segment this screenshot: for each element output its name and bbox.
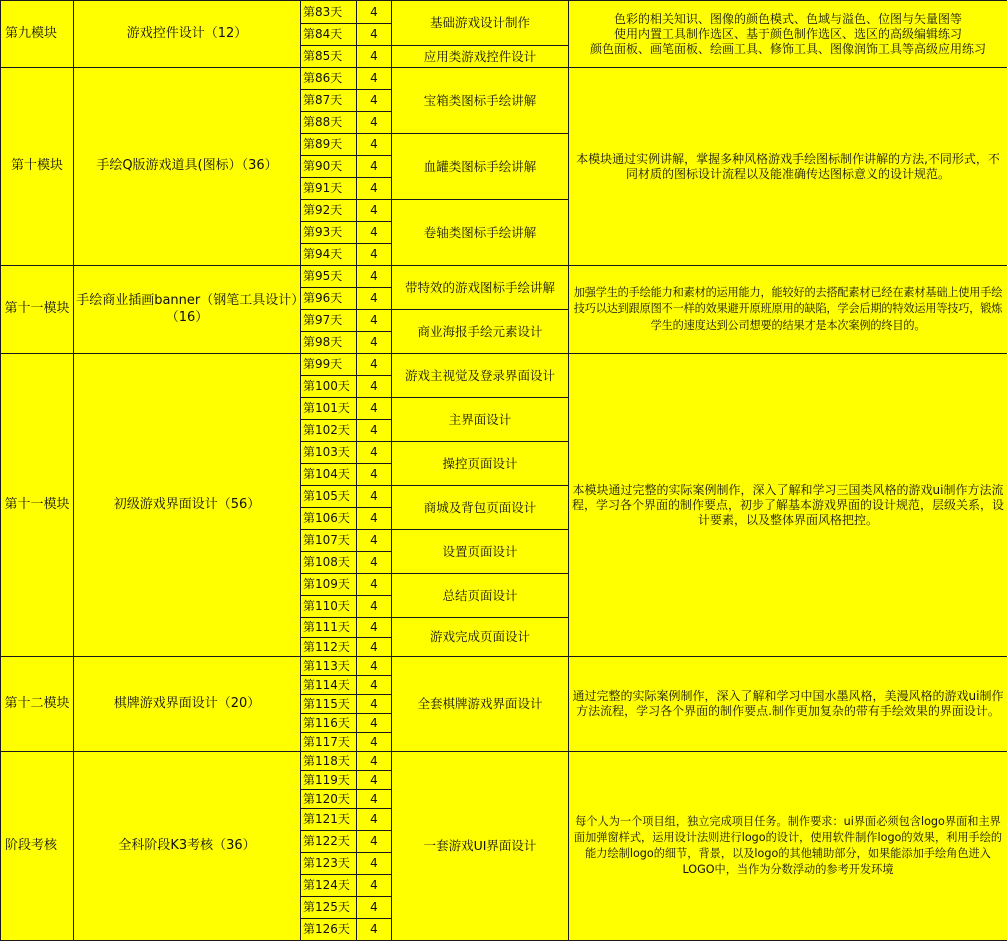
hours-cell: 4 [357, 1, 392, 24]
hours-cell: 4 [357, 222, 392, 244]
day-cell: 第91天 [301, 178, 357, 200]
day-cell: 第98天 [301, 332, 357, 354]
hours-cell: 4 [357, 809, 392, 831]
day-cell: 第126天 [301, 919, 357, 941]
hours-cell: 4 [357, 508, 392, 530]
module-name: 阶段考核 [1, 752, 74, 941]
day-cell: 第123天 [301, 853, 357, 875]
day-cell: 第110天 [301, 596, 357, 618]
description-cell: 本模块通过实例讲解，掌握多种风格游戏手绘图标制作讲解的方法,不同形式，不同材质的图标设计流程以及能准确传达图标意义的设计规范。 [569, 68, 1007, 266]
day-cell: 第84天 [301, 24, 357, 46]
day-cell: 第88天 [301, 112, 357, 134]
topic-cell: 主界面设计 [392, 398, 569, 442]
course-name: 全科阶段K3考核（36） [74, 752, 301, 941]
hours-cell: 4 [357, 486, 392, 508]
day-cell: 第97天 [301, 310, 357, 332]
hours-cell: 4 [357, 676, 392, 695]
description-cell: 通过完整的实际案例制作，深入了解和学习中国水墨风格，美漫风格的游戏ui制作方法流程，学习各个界面的制作要点.制作更加复杂的带有手绘效果的界面设计。 [569, 657, 1007, 752]
day-cell: 第112天 [301, 638, 357, 657]
hours-cell: 4 [357, 310, 392, 332]
topic-cell: 宝箱类图标手绘讲解 [392, 68, 569, 134]
hours-cell: 4 [357, 134, 392, 156]
day-cell: 第113天 [301, 657, 357, 676]
hours-cell: 4 [357, 112, 392, 134]
description-cell [569, 1, 1007, 68]
hours-cell: 4 [357, 919, 392, 941]
day-cell: 第119天 [301, 771, 357, 790]
day-cell: 第118天 [301, 752, 357, 771]
day-cell: 第109天 [301, 574, 357, 596]
day-cell: 第121天 [301, 809, 357, 831]
day-cell: 第105天 [301, 486, 357, 508]
hours-cell: 4 [357, 618, 392, 638]
day-cell: 第101天 [301, 398, 357, 420]
hours-cell: 4 [357, 156, 392, 178]
day-cell: 第102天 [301, 420, 357, 442]
hours-cell: 4 [357, 398, 392, 420]
hours-cell: 4 [357, 853, 392, 875]
course-name: 手绘商业插画banner（钢笔工具设计）（16） [74, 266, 301, 354]
module-name: 第九模块 [1, 1, 74, 68]
topic-cell: 基础游戏设计制作 [392, 1, 569, 46]
table-row [1, 354, 1007, 376]
topic-cell: 总结页面设计 [392, 574, 569, 618]
hours-cell: 4 [357, 46, 392, 68]
hours-cell: 4 [357, 638, 392, 657]
description-line: 颜色面板、画笔面板、绘画工具、修饰工具、图像润饰工具等高级应用练习 [589, 41, 986, 56]
day-cell: 第107天 [301, 530, 357, 552]
hours-cell: 4 [357, 376, 392, 398]
day-cell: 第85天 [301, 46, 357, 68]
course-name: 棋牌游戏界面设计（20） [74, 657, 301, 752]
hours-cell: 4 [357, 68, 392, 90]
hours-cell: 4 [357, 530, 392, 552]
table-row [1, 68, 1007, 90]
day-cell: 第122天 [301, 831, 357, 853]
day-cell: 第108天 [301, 552, 357, 574]
day-cell: 第94天 [301, 244, 357, 266]
day-cell: 第100天 [301, 376, 357, 398]
hours-cell: 4 [357, 771, 392, 790]
table-row [1, 752, 1007, 771]
description-line: 色彩的相关知识、图像的颜色模式、色域与溢色、位图与矢量图等 [613, 11, 962, 26]
topic-cell: 游戏完成页面设计 [392, 618, 569, 657]
description-cell: 加强学生的手绘能力和素材的运用能力，能较好的去搭配素材已经在素材基础上使用手绘技巧以达到跟原图不一样的效果避开原班原用的缺陷，学会后期的特效运用等技巧，锻炼学生的速度达到公司想要的结果才是本次案例的终目的。 [569, 266, 1007, 354]
hours-cell: 4 [357, 733, 392, 752]
course-name: 手绘Q版游戏道具(图标）（36） [74, 68, 301, 266]
table-row [1, 1, 1007, 24]
topic-cell: 卷轴类图标手绘讲解 [392, 200, 569, 266]
hours-cell: 4 [357, 875, 392, 897]
hours-cell: 4 [357, 200, 392, 222]
description-cell: 每个人为一个项目组，独立完成项目任务。制作要求：ui界面必须包含logo界面和主界面加弹窗样式，运用设计法则进行logo的设计，使用软件制作logo的效果，利用手绘的能力绘制logo的细节，背景，以及logo的其他辅助部分，如果能添加手绘角色进入LOGO中，当作为分数浮动的参考开发环境 [569, 752, 1007, 941]
day-cell: 第87天 [301, 90, 357, 112]
day-cell: 第93天 [301, 222, 357, 244]
module-name: 第十模块 [1, 68, 74, 266]
topic-cell: 应用类游戏控件设计 [392, 46, 569, 68]
hours-cell: 4 [357, 24, 392, 46]
hours-cell: 4 [357, 442, 392, 464]
hours-cell: 4 [357, 354, 392, 376]
day-cell: 第111天 [301, 618, 357, 638]
day-cell: 第96天 [301, 288, 357, 310]
topic-cell: 设置页面设计 [392, 530, 569, 574]
day-cell: 第86天 [301, 68, 357, 90]
module-name: 第十一模块 [1, 354, 74, 657]
hours-cell: 4 [357, 897, 392, 919]
hours-cell: 4 [357, 178, 392, 200]
day-cell: 第120天 [301, 790, 357, 809]
hours-cell: 4 [357, 714, 392, 733]
module-name: 第十二模块 [1, 657, 74, 752]
hours-cell: 4 [357, 332, 392, 354]
hours-cell: 4 [357, 464, 392, 486]
module-name: 第十一模块 [1, 266, 74, 354]
hours-cell: 4 [357, 244, 392, 266]
topic-cell: 操控页面设计 [392, 442, 569, 486]
topic-cell: 全套棋牌游戏界面设计 [392, 657, 569, 752]
day-cell: 第92天 [301, 200, 357, 222]
hours-cell: 4 [357, 574, 392, 596]
hours-cell: 4 [357, 288, 392, 310]
table-row [1, 266, 1007, 288]
hours-cell: 4 [357, 831, 392, 853]
day-cell: 第125天 [301, 897, 357, 919]
day-cell: 第89天 [301, 134, 357, 156]
description-cell: 本模块通过完整的实际案例制作，深入了解和学习三国类风格的游戏ui制作方法流程，学习各个界面的制作要点，初步了解基本游戏界面的设计规范，层级关系，设计要素，以及整体界面风格把控。 [569, 354, 1007, 657]
table-row [1, 657, 1007, 676]
day-cell: 第95天 [301, 266, 357, 288]
day-cell: 第83天 [301, 1, 357, 24]
hours-cell: 4 [357, 552, 392, 574]
day-cell: 第103天 [301, 442, 357, 464]
description-line: 使用内置工具制作选区、基于颜色制作选区、选区的高级编辑练习 [613, 26, 962, 41]
day-cell: 第124天 [301, 875, 357, 897]
day-cell: 第114天 [301, 676, 357, 695]
day-cell: 第106天 [301, 508, 357, 530]
topic-cell: 游戏主视觉及登录界面设计 [392, 354, 569, 398]
day-cell: 第117天 [301, 733, 357, 752]
topic-cell: 商城及背包页面设计 [392, 486, 569, 530]
day-cell: 第116天 [301, 714, 357, 733]
hours-cell: 4 [357, 266, 392, 288]
hours-cell: 4 [357, 695, 392, 714]
hours-cell: 4 [357, 90, 392, 112]
hours-cell: 4 [357, 420, 392, 442]
topic-cell: 血罐类图标手绘讲解 [392, 134, 569, 200]
topic-cell: 带特效的游戏图标手绘讲解 [392, 266, 569, 310]
hours-cell: 4 [357, 657, 392, 676]
hours-cell: 4 [357, 752, 392, 771]
topic-cell: 一套游戏UI界面设计 [392, 752, 569, 941]
hours-cell: 4 [357, 596, 392, 618]
hours-cell: 4 [357, 790, 392, 809]
topic-cell: 商业海报手绘元素设计 [392, 310, 569, 354]
day-cell: 第104天 [301, 464, 357, 486]
course-name: 游戏控件设计（12） [74, 1, 301, 68]
day-cell: 第115天 [301, 695, 357, 714]
day-cell: 第90天 [301, 156, 357, 178]
course-name: 初级游戏界面设计（56） [74, 354, 301, 657]
day-cell: 第99天 [301, 354, 357, 376]
